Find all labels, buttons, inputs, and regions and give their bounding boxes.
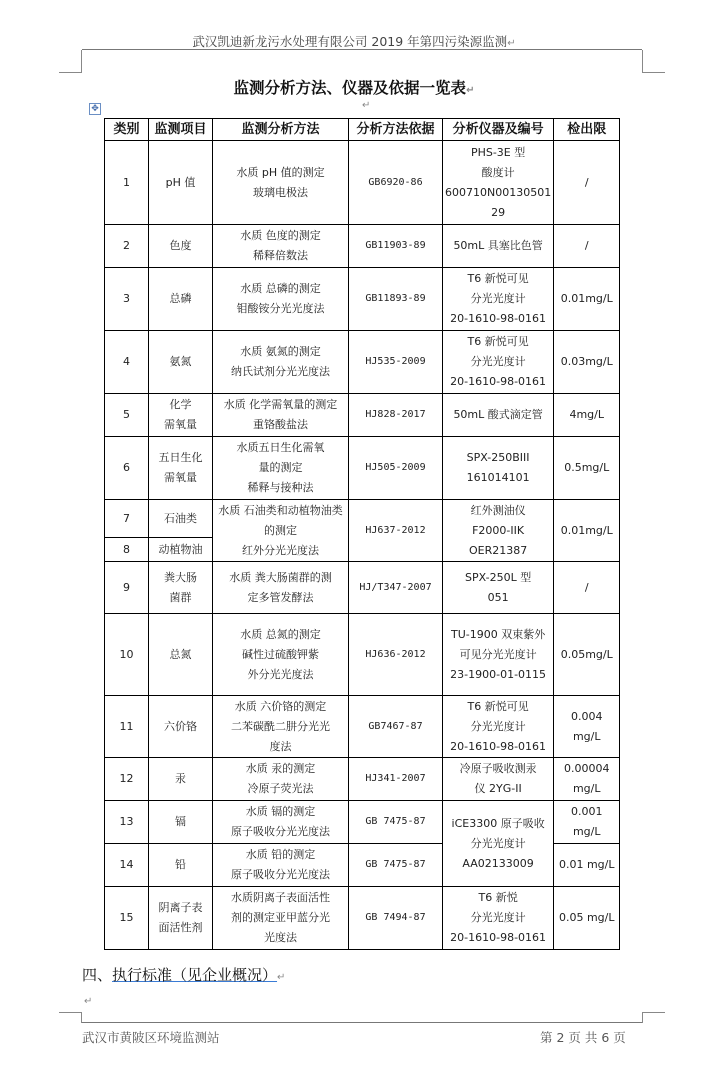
cell-method: 水质 色度的测定 稀释倍数法 [213, 225, 349, 268]
cell-method: 水质 铅的测定 原子吸收分光光度法 [213, 844, 349, 887]
crop-mark-bottom-left [59, 1012, 82, 1023]
cell-category-number: 5 [105, 394, 149, 437]
cell-item: 粪大肠 菌群 [149, 562, 213, 614]
table-row [105, 437, 620, 500]
table-header-row [105, 119, 620, 141]
cell-item: 总氮 [149, 614, 213, 696]
cell-basis: HJ505-2009 [349, 437, 443, 500]
cell-category-number: 7 [105, 500, 149, 538]
cell-instrument: SPX-250BIII 161014101 [443, 437, 554, 500]
table-row [105, 758, 620, 801]
table-row [105, 500, 620, 538]
cell-instrument: 50mL 具塞比色管 [443, 225, 554, 268]
footer-page-number: 第 2 页 共 6 页 [540, 1030, 626, 1045]
cell-basis: HJ828-2017 [349, 394, 443, 437]
cell-method: 水质 汞的测定 冷原子荧光法 [213, 758, 349, 801]
cell-instrument: PHS-3E 型 酸度计 600710N00130501 29 [443, 141, 554, 225]
cell-instrument: 红外测油仪 F2000-IIK OER21387 [443, 500, 554, 562]
cell-basis: GB6920-86 [349, 141, 443, 225]
cell-item: 化学 需氧量 [149, 394, 213, 437]
cell-instrument: T6 新悦可见 分光光度计 20-1610-98-0161 [443, 331, 554, 394]
cell-item: pH 值 [149, 141, 213, 225]
cell-instrument: TU-1900 双束紫外 可见分光光度计 23-1900-01-0115 [443, 614, 554, 696]
cell-basis: HJ636-2012 [349, 614, 443, 696]
cell-limit: 0.004 mg/L [554, 696, 620, 758]
cell-limit: 0.03mg/L [554, 331, 620, 394]
footer-station: 武汉市黄陂区环境监测站 [82, 1030, 220, 1045]
cell-method: 水质 氨氮的测定 纳氏试剂分光光度法 [213, 331, 349, 394]
table-row [105, 801, 620, 844]
cell-instrument: T6 新悦可见 分光光度计 20-1610-98-0161 [443, 696, 554, 758]
paragraph-mark-icon: ↵ [84, 996, 93, 1007]
crop-mark-top-left [59, 50, 82, 73]
cell-limit: 0.5mg/L [554, 437, 620, 500]
cell-item: 镉 [149, 801, 213, 844]
cell-category-number: 1 [105, 141, 149, 225]
col-header-basis: 分析方法依据 [349, 119, 443, 141]
cell-category-number: 10 [105, 614, 149, 696]
cell-basis: HJ/T347-2007 [349, 562, 443, 614]
cell-instrument: SPX-250L 型 051 [443, 562, 554, 614]
paragraph-mark-icon: ↵ [466, 85, 475, 96]
cell-basis: GB 7475-87 [349, 801, 443, 844]
cell-method: 水质 总磷的测定 钼酸铵分光光度法 [213, 268, 349, 331]
crop-mark-top-right [642, 50, 665, 73]
table-row [105, 268, 620, 331]
cell-category-number: 13 [105, 801, 149, 844]
cell-category-number: 8 [105, 538, 149, 562]
cell-method: 水质阴离子表面活性 剂的测定亚甲蓝分光 光度法 [213, 887, 349, 950]
footer-rule [82, 1022, 642, 1023]
cell-item: 总磷 [149, 268, 213, 331]
table-row [105, 394, 620, 437]
cell-instrument: T6 新悦 分光光度计 20-1610-98-0161 [443, 887, 554, 950]
cell-method: 水质 粪大肠菌群的测 定多管发酵法 [213, 562, 349, 614]
page-header [0, 32, 708, 50]
cell-category-number: 12 [105, 758, 149, 801]
cell-method: 水质 镉的测定 原子吸收分光光度法 [213, 801, 349, 844]
cell-category-number: 3 [105, 268, 149, 331]
section-number: 四、 [82, 966, 113, 984]
cell-basis: GB7467-87 [349, 696, 443, 758]
paragraph-mark-icon: ↵ [507, 38, 516, 49]
cell-basis: HJ535-2009 [349, 331, 443, 394]
cell-limit: 0.01mg/L [554, 500, 620, 562]
section-heading [82, 964, 285, 985]
cell-item: 色度 [149, 225, 213, 268]
cell-limit: 0.05 mg/L [554, 887, 620, 950]
cell-limit: 0.001 mg/L [554, 801, 620, 844]
cell-basis: GB 7494-87 [349, 887, 443, 950]
methods-table [104, 118, 620, 950]
cell-basis: GB11893-89 [349, 268, 443, 331]
table-move-handle-icon[interactable]: ✥ [89, 103, 101, 115]
header-text: 武汉凯迪新龙污水处理有限公司 2019 年第四污染源监测 [192, 34, 508, 49]
cell-instrument: T6 新悦可见 分光光度计 20-1610-98-0161 [443, 268, 554, 331]
cell-basis: HJ341-2007 [349, 758, 443, 801]
cell-limit: / [554, 141, 620, 225]
cell-item: 六价铬 [149, 696, 213, 758]
cell-category-number: 4 [105, 331, 149, 394]
crop-mark-bottom-right [642, 1012, 665, 1023]
table-row [105, 887, 620, 950]
table-row [105, 141, 620, 225]
table-row [105, 562, 620, 614]
cell-method: 水质 pH 值的测定 玻璃电极法 [213, 141, 349, 225]
title-text: 监测分析方法、仪器及依据一览表 [233, 79, 467, 97]
cell-item: 石油类 [149, 500, 213, 538]
paragraph-mark-icon: ↵ [277, 972, 286, 983]
cell-item: 汞 [149, 758, 213, 801]
page-title [0, 76, 708, 98]
section-title: 执行标准（见企业概况） [112, 966, 278, 984]
cell-basis: GB 7475-87 [349, 844, 443, 887]
cell-instrument: 50mL 酸式滴定管 [443, 394, 554, 437]
table-row [105, 331, 620, 394]
cell-limit: / [554, 225, 620, 268]
table-row [105, 225, 620, 268]
cell-category-number: 9 [105, 562, 149, 614]
cell-method: 水质 石油类和动植物油类的测定 红外分光光度法 [213, 500, 349, 562]
cell-limit: / [554, 562, 620, 614]
table-row [105, 614, 620, 696]
cell-basis: GB11903-89 [349, 225, 443, 268]
cell-item: 五日生化 需氧量 [149, 437, 213, 500]
cell-item: 氨氮 [149, 331, 213, 394]
table-row [105, 696, 620, 758]
cell-limit: 0.01 mg/L [554, 844, 620, 887]
cell-instrument: 冷原子吸收测汞 仪 2YG-II [443, 758, 554, 801]
cell-item: 动植物油 [149, 538, 213, 562]
header-rule [82, 49, 642, 50]
paragraph-mark-icon: ↵ [362, 100, 371, 111]
cell-method: 水质 总氮的测定 碱性过硫酸钾紫 外分光光度法 [213, 614, 349, 696]
table-body [105, 141, 620, 950]
cell-category-number: 11 [105, 696, 149, 758]
cell-item: 铅 [149, 844, 213, 887]
cell-basis: HJ637-2012 [349, 500, 443, 562]
cell-method: 水质 化学需氧量的测定 重铬酸盐法 [213, 394, 349, 437]
cell-method: 水质五日生化需氧 量的测定 稀释与接种法 [213, 437, 349, 500]
cell-category-number: 15 [105, 887, 149, 950]
col-header-limit: 检出限 [554, 119, 620, 141]
col-header-method: 监测分析方法 [213, 119, 349, 141]
cell-category-number: 2 [105, 225, 149, 268]
cell-limit: 4mg/L [554, 394, 620, 437]
cell-method: 水质 六价铬的测定 二苯碳酰二肼分光光 度法 [213, 696, 349, 758]
cell-limit: 0.00004 mg/L [554, 758, 620, 801]
cell-limit: 0.01mg/L [554, 268, 620, 331]
col-header-instrument: 分析仪器及编号 [443, 119, 554, 141]
cell-item: 阴离子表 面活性剂 [149, 887, 213, 950]
cell-category-number: 14 [105, 844, 149, 887]
cell-instrument: iCE3300 原子吸收 分光光度计 AA02133009 [443, 801, 554, 887]
cell-category-number: 6 [105, 437, 149, 500]
col-header-item: 监测项目 [149, 119, 213, 141]
cell-limit: 0.05mg/L [554, 614, 620, 696]
col-header-category: 类别 [105, 119, 149, 141]
